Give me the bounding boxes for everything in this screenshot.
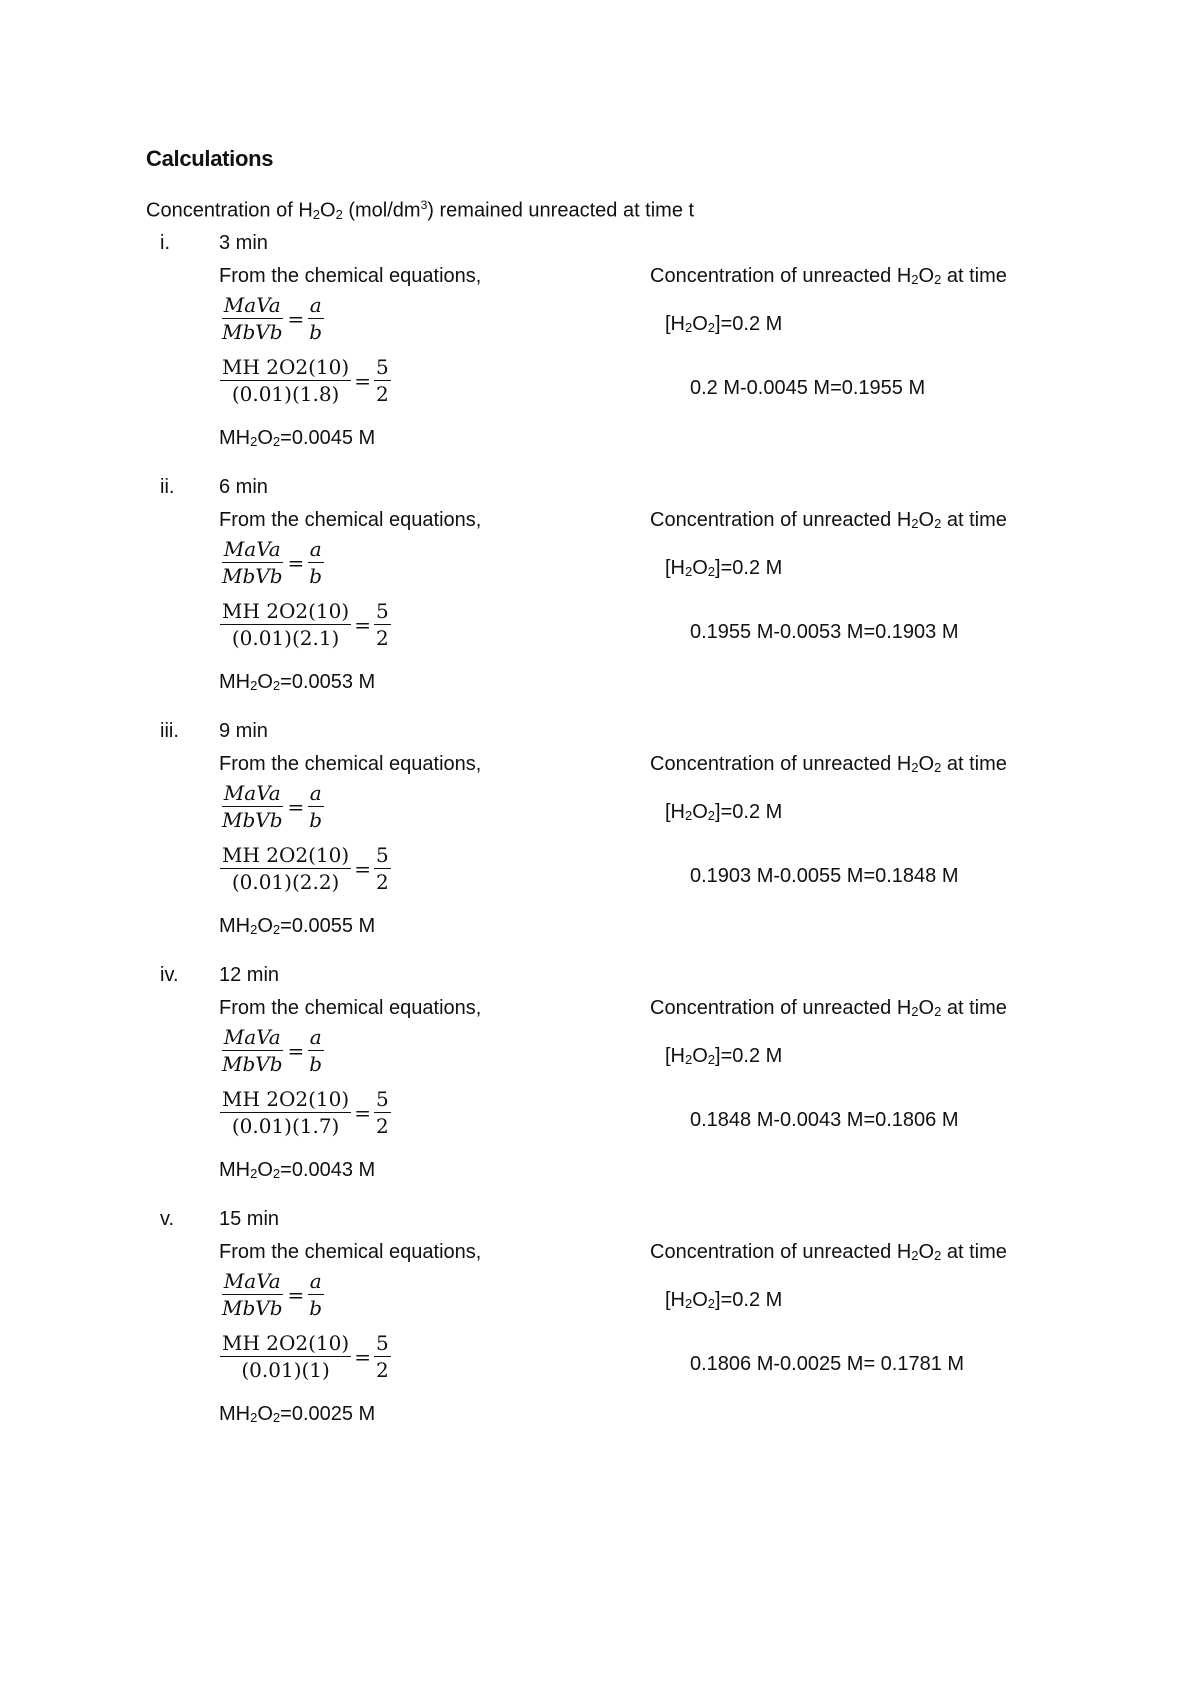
section-numeral: i. (160, 232, 170, 254)
calculation-section (0, 720, 1200, 960)
section-time: 9 min (219, 720, 268, 742)
result-text: MH2O2=0.0055 M (219, 915, 376, 937)
substituted-equation: $\frac{MH 2O2(10)}{(0.01)(1.8)}$ = $\frac{5}{2}$ (222, 355, 389, 406)
mole-ratio-fraction: $\frac{5}{2}$ (375, 843, 389, 894)
page-title: Calculations (146, 146, 274, 171)
result-text: MH2O2=0.0053 M (219, 671, 376, 693)
ab-fraction: $\frac{a}{b}$ (309, 293, 323, 344)
from-text: From the chemical equations, (219, 509, 482, 531)
ab-fraction: $\frac{a}{b}$ (309, 537, 323, 588)
concentration-heading: Concentration of unreacted H2O2 at time (650, 265, 1007, 287)
ratio-equation: $\frac{\text{MaVa}}{\text{MbVb}}$ = $\frac{a}{b}$ (222, 1025, 323, 1076)
ratio-fraction: $\frac{\text{MaVa}}{\text{MbVb}}$ (222, 537, 283, 588)
substituted-fraction: $\frac{MH 2O2(10)}{(0.01)(2.2)}$ (222, 843, 350, 894)
concentration-heading: Concentration of unreacted H2O2 at time (650, 753, 1007, 775)
from-text: From the chemical equations, (219, 265, 482, 287)
calculation-section (0, 964, 1200, 1204)
ab-fraction: $\frac{a}{b}$ (309, 1269, 323, 1320)
initial-concentration: [H2O2]=0.2 M (665, 801, 783, 823)
mole-ratio-fraction: $\frac{5}{2}$ (375, 599, 389, 650)
initial-concentration: [H2O2]=0.2 M (665, 557, 783, 579)
substituted-fraction: $\frac{MH 2O2(10)}{(0.01)(1)}$ (222, 1331, 350, 1382)
initial-concentration: [H2O2]=0.2 M (665, 1045, 783, 1067)
substituted-fraction: $\frac{MH 2O2(10)}{(0.01)(1.8)}$ (222, 355, 350, 406)
section-time: 12 min (219, 964, 280, 986)
substituted-denominator: (0.01)(1) (241, 1358, 330, 1382)
section-numeral: iv. (160, 964, 179, 986)
ratio-fraction: $\frac{\text{MaVa}}{\text{MbVb}}$ (222, 1025, 283, 1076)
substituted-equation: $\frac{MH 2O2(10)}{(0.01)(1)}$ = $\frac{5}{2}$ (222, 1331, 389, 1382)
ab-fraction: $\frac{a}{b}$ (309, 1025, 323, 1076)
ab-fraction: $\frac{a}{b}$ (309, 781, 323, 832)
concentration-heading: Concentration of unreacted H2O2 at time (650, 509, 1007, 531)
substituted-denominator: (0.01)(1.8) (231, 382, 340, 406)
ratio-equation: $\frac{\text{MaVa}}{\text{MbVb}}$ = $\frac{a}{b}$ (222, 1269, 323, 1320)
ratio-equation: $\frac{\text{MaVa}}{\text{MbVb}}$ = $\frac{a}{b}$ (222, 537, 323, 588)
ratio-fraction: $\frac{\text{MaVa}}{\text{MbVb}}$ (222, 781, 283, 832)
section-time: 15 min (219, 1208, 280, 1230)
intro-text: Concentration of H2O2 $(mol/dm^3)$ remained unreacted at time t (146, 198, 695, 222)
ratio-equation: $\frac{\text{MaVa}}{\text{MbVb}}$ = $\frac{a}{b}$ (222, 293, 323, 344)
ratio-fraction: $\frac{\text{MaVa}}{\text{MbVb}}$ (222, 1269, 283, 1320)
result-text: MH2O2=0.0025 M (219, 1403, 376, 1425)
ratio-fraction: $\frac{\text{MaVa}}{\text{MbVb}}$ (222, 293, 283, 344)
concentration-heading: Concentration of unreacted H2O2 at time (650, 1241, 1007, 1263)
substituted-denominator: (0.01)(2.1) (231, 626, 340, 650)
from-text: From the chemical equations, (219, 1241, 482, 1263)
initial-concentration: [H2O2]=0.2 M (665, 1289, 783, 1311)
substituted-equation: $\frac{MH 2O2(10)}{(0.01)(2.1)}$ = $\frac{5}{2}$ (222, 599, 389, 650)
substituted-equation: $\frac{MH 2O2(10)}{(0.01)(2.2)}$ = $\frac{5}{2}$ (222, 843, 389, 894)
initial-concentration: [H2O2]=0.2 M (665, 313, 783, 335)
concentration-heading: Concentration of unreacted H2O2 at time (650, 997, 1007, 1019)
from-text: From the chemical equations, (219, 997, 482, 1019)
substituted-equation: $\frac{MH 2O2(10)}{(0.01)(1.7)}$ = $\frac{5}{2}$ (222, 1087, 389, 1138)
section-time: 6 min (219, 476, 268, 498)
mole-ratio-fraction: $\frac{5}{2}$ (375, 1331, 389, 1382)
calculation-section (0, 232, 1200, 472)
remaining-concentration: 0.1848 M-0.0043 M=0.1806 M (690, 1109, 959, 1131)
from-text: From the chemical equations, (219, 753, 482, 775)
section-numeral: iii. (160, 720, 179, 742)
substituted-denominator: (0.01)(1.7) (231, 1114, 340, 1138)
ratio-equation: $\frac{\text{MaVa}}{\text{MbVb}}$ = $\frac{a}{b}$ (222, 781, 323, 832)
remaining-concentration: 0.1806 M-0.0025 M= 0.1781 M (690, 1353, 965, 1375)
substituted-fraction: $\frac{MH 2O2(10)}{(0.01)(2.1)}$ (222, 599, 350, 650)
calculation-section (0, 1208, 1200, 1448)
calculation-section (0, 476, 1200, 716)
mole-ratio-fraction: $\frac{5}{2}$ (375, 355, 389, 406)
result-text: MH2O2=0.0045 M (219, 427, 376, 449)
remaining-concentration: 0.1955 M-0.0053 M=0.1903 M (690, 621, 959, 643)
section-numeral: v. (160, 1208, 175, 1230)
remaining-concentration: 0.1903 M-0.0055 M=0.1848 M (690, 865, 959, 887)
substituted-denominator: (0.01)(2.2) (231, 870, 340, 894)
result-text: MH2O2=0.0043 M (219, 1159, 376, 1181)
remaining-concentration: 0.2 M-0.0045 M=0.1955 M (690, 377, 926, 399)
mole-ratio-fraction: $\frac{5}{2}$ (375, 1087, 389, 1138)
section-time: 3 min (219, 232, 268, 254)
substituted-fraction: $\frac{MH 2O2(10)}{(0.01)(1.7)}$ (222, 1087, 350, 1138)
section-numeral: ii. (160, 476, 175, 498)
